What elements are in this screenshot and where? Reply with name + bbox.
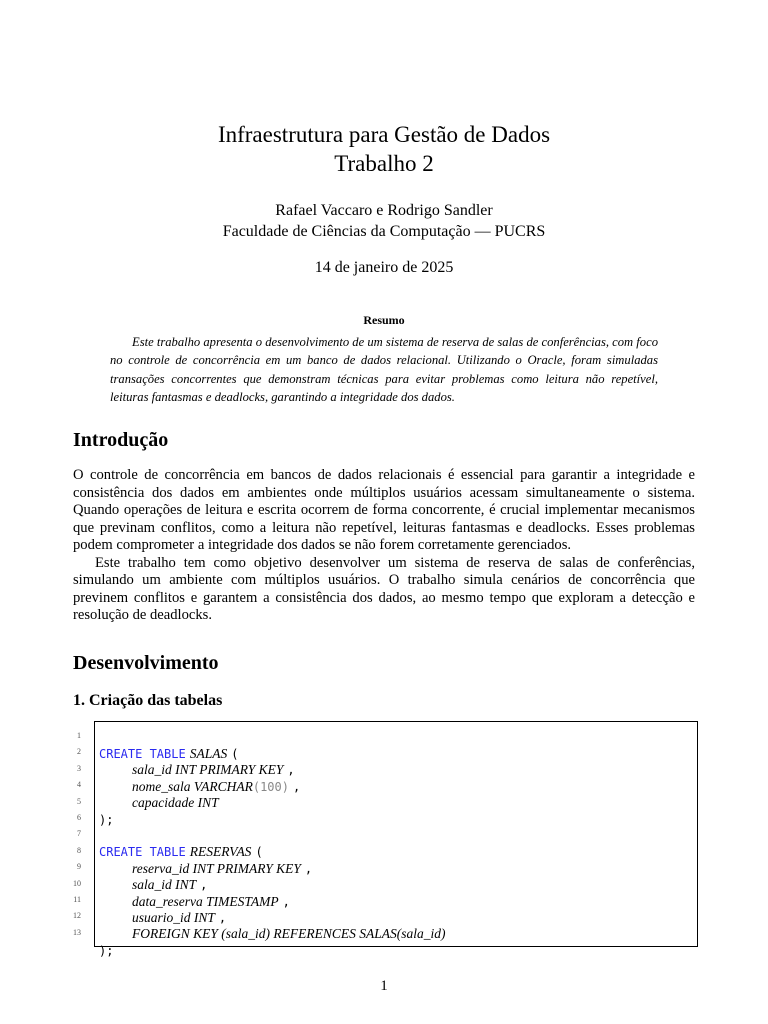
sql-punct: ); — [99, 943, 114, 958]
sql-number: (100) — [252, 779, 289, 794]
paper-title — [0, 120, 768, 178]
abstract-heading: Resumo — [363, 313, 405, 327]
line-number: 4 — [77, 780, 81, 790]
code-line — [77, 825, 697, 860]
line-number: 9 — [77, 862, 81, 872]
sql-identifier: sala_id INT — [132, 877, 197, 893]
page-number: 1 — [380, 978, 388, 994]
sql-identifier: data_reserva TIMESTAMP — [132, 893, 279, 909]
sql-punct: , — [282, 894, 290, 909]
line-number: 7 — [77, 829, 81, 839]
author-affiliation: Faculdade de Ciências da Computação — PUCRS — [222, 223, 546, 240]
title-line-1: Infraestrutura para Gestão de Dados — [217, 122, 551, 147]
code-listing — [73, 721, 698, 958]
line-number: 3 — [77, 763, 81, 773]
sql-punct: ( — [255, 845, 263, 860]
line-number: 6 — [77, 813, 81, 822]
section-heading-dev: Desenvolvimento — [73, 652, 219, 674]
code-line — [77, 793, 697, 827]
intro-paragraph-2: Este trabalho tem como objetivo desenvolver um sistema de reserva de salas de conferências, simulando um ambiente com múltiplos usuários. O trabalho simula cenários de concorrência que previnem conflitos e garantem a consistência dos dados, ao mesmo tempo que exploram a detecção e resolução de deadlocks. — [73, 554, 695, 623]
sql-keyword: CREATE TABLE — [99, 747, 186, 761]
section-heading-intro: Introdução — [73, 429, 169, 451]
code-line — [77, 776, 697, 811]
title-line-2: Trabalho 2 — [334, 151, 434, 176]
code-line — [77, 809, 697, 825]
sql-identifier: sala_id INT PRIMARY KEY — [132, 762, 284, 778]
sql-identifier: nome_sala VARCHAR — [132, 778, 253, 794]
sql-punct: , — [292, 779, 301, 794]
author-names: Rafael Vaccaro e Rodrigo Sandler — [275, 202, 493, 219]
line-number: 8 — [77, 845, 81, 855]
sql-identifier: reserva_id INT PRIMARY KEY — [132, 860, 301, 876]
sql-punct: ); — [99, 812, 114, 827]
sql-identifier: FOREIGN KEY (sala_id) REFERENCES SALAS(sala_id) — [132, 926, 446, 942]
code-line — [77, 760, 697, 794]
line-number: 11 — [73, 895, 81, 904]
subsection-heading-tables: 1. Criação das tabelas — [73, 692, 223, 709]
line-number: 10 — [73, 878, 81, 888]
abstract-text: Este trabalho apresenta o desenvolvimento de um sistema de reserva de salas de conferências, com foco no controle de concorrência em um banco de dados relacional. Utilizando o Oracle, foram simuladas transações concorrentes que demonstram técnicas para evitar problemas como leitura não repetível, leituras fantasmas e deadlocks, garantindo a integridade dos dados. — [110, 335, 658, 404]
author-block — [0, 200, 768, 242]
sql-identifier: capacidade INT — [132, 795, 219, 811]
line-number: 13 — [73, 927, 81, 937]
sql-keyword: CREATE TABLE — [99, 845, 186, 860]
line-number: 2 — [77, 747, 81, 757]
sql-punct: , — [287, 763, 295, 778]
sql-identifier: SALAS — [189, 746, 228, 761]
sql-identifier: usuario_id INT — [132, 910, 215, 925]
sql-punct: , — [218, 911, 227, 925]
sql-punct: ( — [231, 747, 239, 761]
sql-punct: , — [304, 861, 313, 876]
sql-punct: , — [200, 878, 208, 893]
intro-body — [73, 467, 695, 625]
line-number: 12 — [73, 911, 81, 921]
code-line — [77, 842, 697, 876]
line-number: 5 — [77, 796, 81, 806]
code-line — [77, 727, 697, 761]
paper-date: 14 de janeiro de 2025 — [314, 259, 454, 276]
code-line — [77, 743, 697, 778]
line-number: 1 — [77, 731, 81, 740]
sql-identifier: RESERVAS — [189, 844, 252, 860]
intro-paragraph-1: O controle de concorrência em bancos de dados relacionais é essencial para garantir a integridade e consistência dos dados em ambientes onde múltiplos usuários acessam simultaneamente o sistema. Quando operações de leitura e escrita ocorrem de forma concorrente, é crucial implementar mecanismos que previnam conflitos, como a leitura não repetível, leituras fantasmas e deadlocks. Esses problemas podem comprometer a integridade dos dados se não forem corretamente gerenciados. — [73, 467, 695, 553]
code-line — [73, 924, 697, 958]
